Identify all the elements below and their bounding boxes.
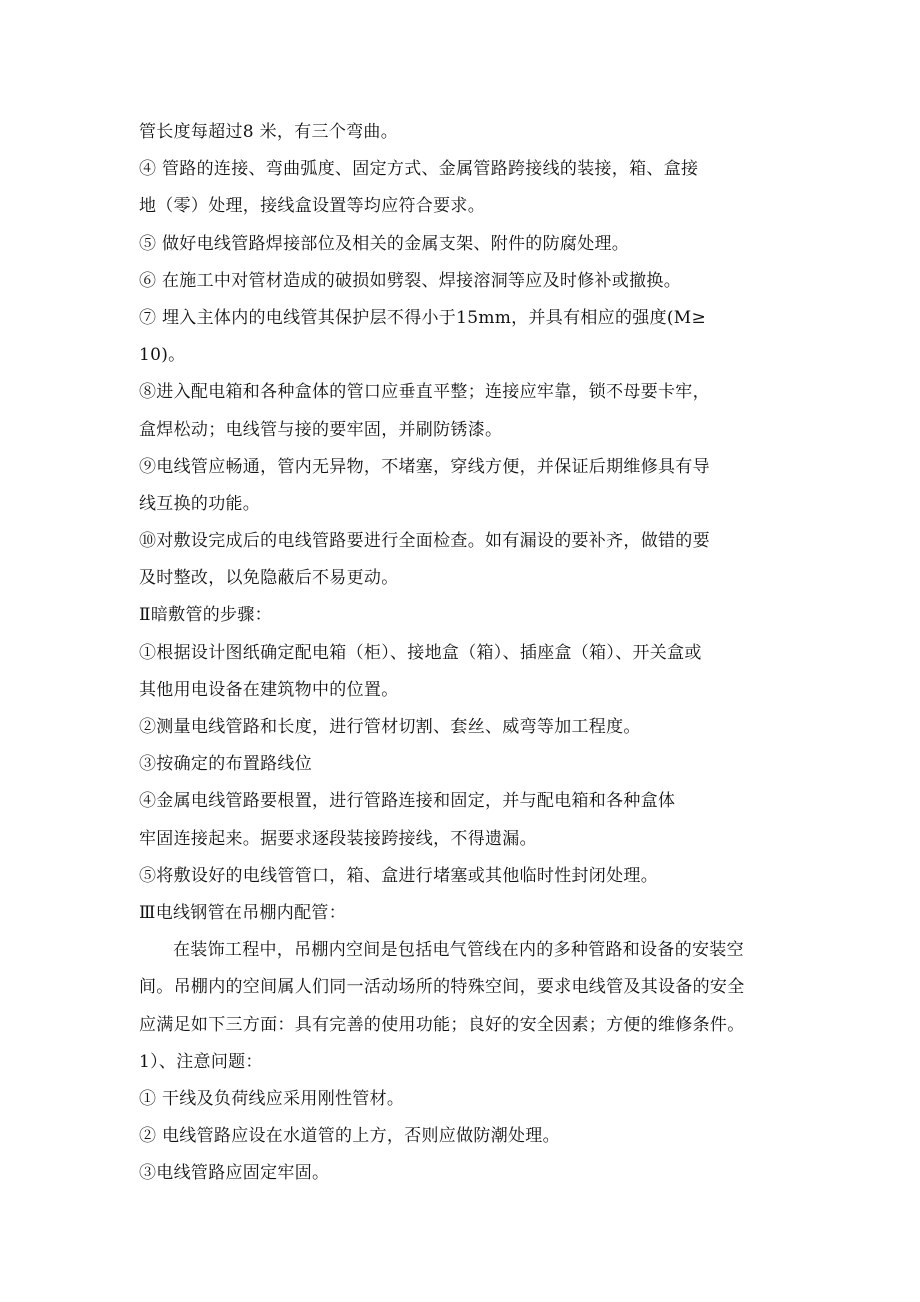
text-line: 应满足如下三方面：具有完善的使用功能；良好的安全因素；方便的维修条件。 [139, 1014, 745, 1035]
text-line: ②测量电线管路和长度，进行管材切割、套丝、威弯等加工程度。 [139, 717, 641, 737]
text-line: ⑦ 埋入主体内的电线管其保护层不得小于15mm，并具有相应的强度(M≥ [139, 307, 707, 328]
text-line: ③按确定的布置路线位 [139, 754, 312, 775]
text-line: 牢固连接起来。据要求逐段装接跨接线，不得遗漏。 [139, 828, 537, 849]
text-line: 及时整改，以免隐蔽后不易更动。 [139, 568, 399, 589]
paragraph-first-line: 在装饰工程中，吊棚内空间是包括电气管线在内的多种管路和设备的安装空 [173, 940, 744, 961]
text-line: ④金属电线管路要根置，进行管路连接和固定，并与配电箱和各种盒体 [139, 791, 676, 812]
document-body [139, 114, 789, 1192]
text-line: 10)。 [139, 345, 186, 366]
text-line: ① 干线及负荷线应采用刚性管材。 [139, 1088, 405, 1109]
text-line: 地（零）处理，接线盒设置等均应符合要求。 [139, 196, 485, 217]
subsection-heading: 1）、注意问题： [139, 1051, 263, 1072]
section-heading: Ⅱ暗敷管的步骤： [139, 605, 272, 626]
text-line: ⑧进入配电箱和各种盒体的管口应垂直平整；连接应牢靠，锁不母要卡牢， [139, 382, 710, 403]
text-line: ⑩对敷设完成后的电线管路要进行全面检查。如有漏设的要补齐，做错的要 [139, 531, 710, 552]
text-line: 线互换的功能。 [139, 493, 261, 514]
text-line: ② 电线管路应设在水道管的上方，否则应做防潮处理。 [139, 1126, 560, 1147]
text-line: ⑤将敷设好的电线管管口，箱、盒进行堵塞或其他临时性封闭处理。 [139, 865, 658, 886]
section-heading: Ⅲ电线钢管在吊棚内配管： [139, 902, 346, 923]
text-line: ④ 管路的连接、弯曲弧度、固定方式、金属管路跨接线的装接，箱、盒接 [139, 159, 699, 180]
text-line: 管长度每超过8 米，有三个弯曲。 [139, 122, 399, 142]
text-line: 盒焊松动；电线管与接的要牢固，并刷防锈漆。 [139, 419, 503, 440]
text-line: ⑤ 做好电线管路焊接部位及相关的金属支架、附件的防腐处理。 [139, 233, 630, 254]
text-line: ③电线管路应固定牢固。 [139, 1163, 330, 1184]
text-line: ①根据设计图纸确定配电箱（柜）、接地盒（箱）、插座盒（箱）、开关盒或 [139, 642, 702, 663]
text-line: 其他用电设备在建筑物中的位置。 [139, 679, 399, 700]
text-line: 间。吊棚内的空间属人们同一活动场所的特殊空间，要求电线管及其设备的安全 [139, 977, 745, 998]
text-line: ⑨电线管应畅通，管内无异物，不堵塞，穿线方便，并保证后期维修具有导 [139, 456, 710, 477]
text-line: ⑥ 在施工中对管材造成的破损如劈裂、焊接溶洞等应及时修补或撤换。 [139, 270, 682, 291]
